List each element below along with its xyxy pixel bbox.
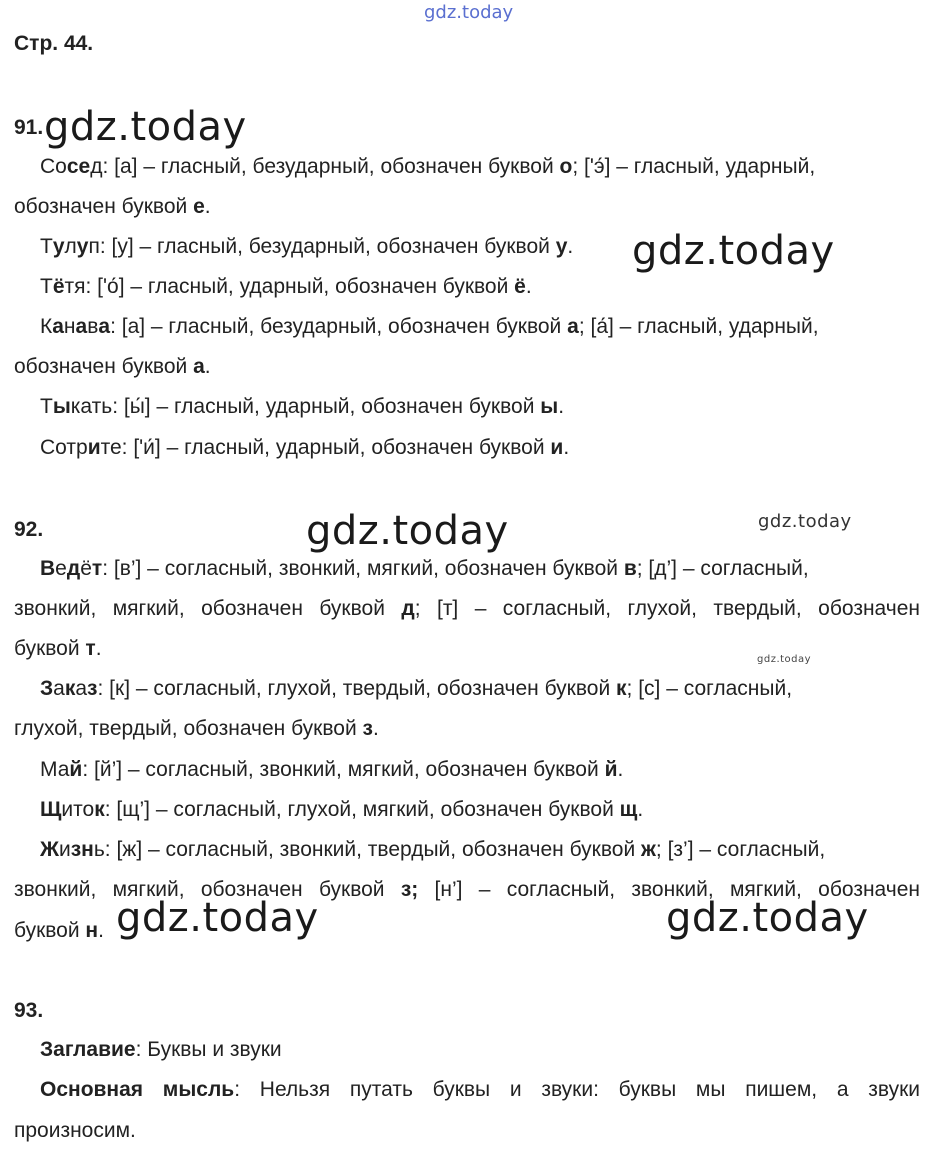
task-91-line-3: Тулуп: [у] – гласный, безударный, обозначен буквой у. xyxy=(40,235,574,258)
task-number-93: 93. xyxy=(14,999,44,1022)
task-91-line-4: Тётя: [ʹо́] – гласный, ударный, обозначен буквой ё. xyxy=(40,275,532,298)
task-92-line-1: Ведёт: [в’] – согласный, звонкий, мягкий, обозначен буквой в; [д’] – согласный, xyxy=(40,557,809,580)
task-92-line-3: буквой т. xyxy=(14,637,102,660)
task-92-line-6: Май: [й’] – согласный, звонкий, мягкий, обозначен буквой й. xyxy=(40,758,624,781)
task-91-line-5: Канава: [а] – гласный, безударный, обозначен буквой а; [а́] – гласный, ударный, xyxy=(40,315,819,338)
task-92-line-8: Жизнь: [ж] – согласный, звонкий, твердый, обозначен буквой ж; [з’] – согласный, xyxy=(40,838,826,861)
watermark: gdz.today xyxy=(306,508,509,554)
task-93-title-line: Заглавие: Буквы и звуки xyxy=(40,1038,282,1061)
watermark-top: gdz.today xyxy=(424,2,514,23)
task-93-idea-line: Основная мысль: Нельзя путать буквы и звуки: буквы мы пишем, а звуки xyxy=(40,1078,920,1101)
task-91-line-1: Сосед: [а] – гласный, безударный, обозначен буквой о; [ʹэ́] – гласный, ударный, xyxy=(40,155,816,178)
task-91-line-6: обозначен буквой а. xyxy=(14,355,211,378)
watermark: gdz.today xyxy=(757,654,812,665)
watermark: gdz.today xyxy=(758,511,852,532)
task-92-line-9: звонкий, мягкий, обозначен буквой з; [н’] – согласный, звонкий, мягкий, обозначен xyxy=(14,878,920,901)
task-91-line-7: Тыкать: [ы́] – гласный, ударный, обозначен буквой ы. xyxy=(40,395,565,418)
task-92-line-7: Щиток: [щ’] – согласный, глухой, мягкий, обозначен буквой щ. xyxy=(40,798,644,821)
watermark: gdz.today xyxy=(44,104,247,150)
task-92-line-10: буквой н. xyxy=(14,919,104,942)
watermark: gdz.today xyxy=(116,895,319,941)
task-number-91: 91. xyxy=(14,116,44,139)
task-91-line-8: Сотрите: [ʹи́] – гласный, ударный, обозначен буквой и. xyxy=(40,436,570,459)
watermark: gdz.today xyxy=(632,228,835,274)
task-number-92: 92. xyxy=(14,518,44,541)
task-92-line-4: Заказ: [к] – согласный, глухой, твердый, обозначен буквой к; [с] – согласный, xyxy=(40,677,793,700)
task-93-idea-line-2: произносим. xyxy=(14,1119,136,1142)
task-92-line-5: глухой, твердый, обозначен буквой з. xyxy=(14,717,379,740)
page-title: Стр. 44. xyxy=(14,32,94,55)
task-91-line-2: обозначен буквой е. xyxy=(14,195,211,218)
watermark: gdz.today xyxy=(666,895,869,941)
task-92-line-2: звонкий, мягкий, обозначен буквой д; [т] – согласный, глухой, твердый, обозначен xyxy=(14,597,920,620)
